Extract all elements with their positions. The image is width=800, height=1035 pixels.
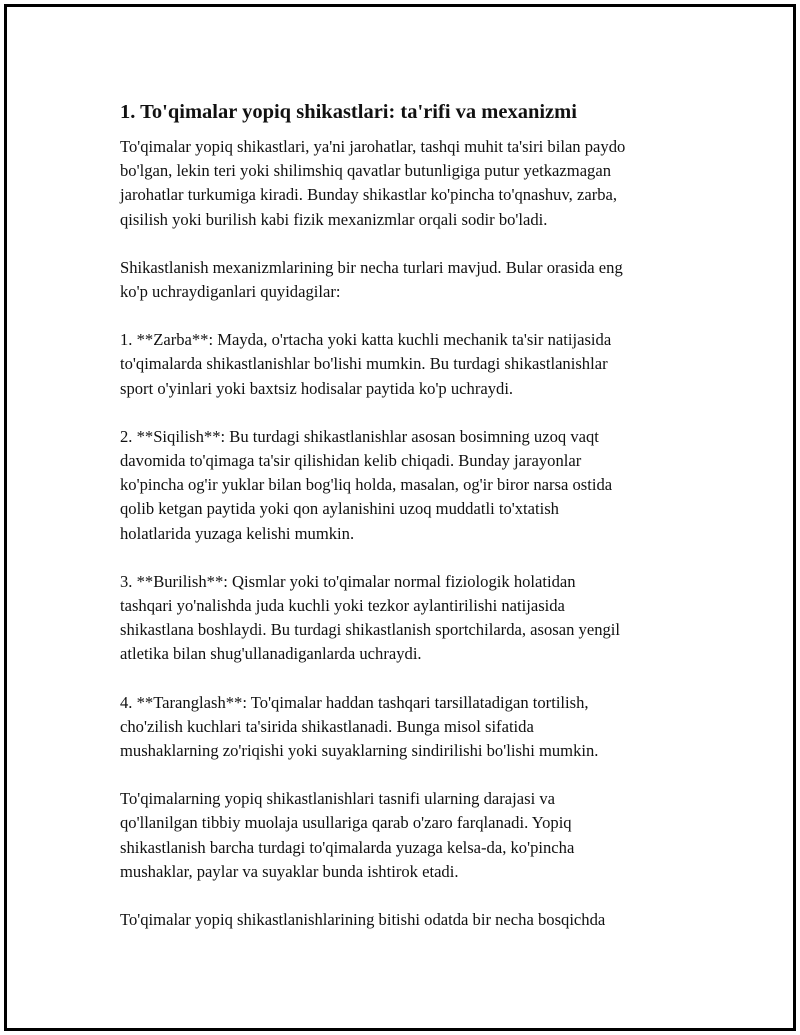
text-line: davomida to'qimaga ta'sir qilishidan kelib chiqadi. Bunday jarayonlar	[120, 451, 582, 471]
text-line: 1. **Zarba**: Mayda, o'rtacha yoki katta kuchli mechanik ta'sir natijasida	[120, 330, 612, 350]
list-paragraph-siqilish	[120, 425, 700, 546]
text-line: qisilish yoki burilish kabi fizik mexanizmlar orqali sodir bo'ladi.	[120, 209, 548, 229]
paragraph	[120, 135, 700, 232]
text-line: tashqari yo'nalishda juda kuchli yoki tezkor aylantirilishi natijasida	[120, 596, 565, 616]
text-line: mushaklar, paylar va suyaklar bunda ishtirok etadi.	[120, 861, 459, 881]
paragraph	[120, 256, 700, 304]
text-line: To'qimalarning yopiq shikastlanishlari tasnifi ularning darajasi va	[120, 789, 556, 809]
text-line: Shikastlanish mexanizmlarining bir necha turlari mavjud. Bular orasida eng	[120, 257, 623, 277]
page-frame	[4, 4, 796, 1031]
text-line: 3. **Burilish**: Qismlar yoki to'qimalar normal fiziologik holatidan	[120, 571, 576, 591]
text-line: qolib ketgan paytida yoki qon aylanishini uzoq muddatli to'xtatish	[120, 499, 559, 519]
text-line: sport o'yinlari yoki baxtsiz hodisalar paytida ko'p uchraydi.	[120, 378, 514, 398]
paragraph	[120, 908, 700, 932]
text-line: atletika bilan shug'ullanadiganlarda uchraydi.	[120, 644, 422, 664]
text-line: 2. **Siqilish**: Bu turdagi shikastlanishlar asosan bosimning uzoq vaqt	[120, 426, 599, 446]
section-heading: 1. To'qimalar yopiq shikastlari: ta'rifi va mexanizmi	[120, 101, 577, 123]
list-paragraph-burilish	[120, 570, 700, 667]
text-line: shikastlana boshlaydi. Bu turdagi shikastlanish sportchilarda, asosan yengil	[120, 620, 621, 640]
text-line: ko'p uchraydiganlari quyidagilar:	[120, 282, 341, 302]
text-line: To'qimalar yopiq shikastlari, ya'ni jarohatlar, tashqi muhit ta'siri bilan paydo	[120, 137, 626, 156]
text-line: ko'pincha og'ir yuklar bilan bog'liq holda, masalan, og'ir biror narsa ostida	[120, 475, 613, 495]
paragraph	[120, 787, 700, 884]
text-line: jarohatlar turkumiga kiradi. Bunday shikastlar ko'pincha to'qnashuv, zarba,	[120, 185, 618, 205]
list-paragraph-taranglash	[120, 691, 700, 764]
text-line: qo'llanilgan tibbiy muolaja usullariga qarab o'zaro farqlanadi. Yopiq	[120, 813, 572, 833]
list-paragraph-zarba	[120, 328, 700, 401]
text-line: to'qimalarda shikastlanishlar bo'lishi mumkin. Bu turdagi shikastlanishlar	[120, 354, 608, 374]
text-line: To'qimalar yopiq shikastlanishlarining bitishi odatda bir necha bosqichda	[120, 910, 606, 930]
text-line: shikastlanish barcha turdagi to'qimalarda yuzaga kelsa-da, ko'pincha	[120, 837, 575, 857]
document-body	[120, 99, 700, 956]
text-line: bo'lgan, lekin teri yoki shilimshiq qavatlar butunligiga putur yetkazmagan	[120, 161, 612, 181]
text-line: 4. **Taranglash**: To'qimalar haddan tashqari tarsillatadigan tortilish,	[120, 692, 589, 712]
text-line: holatlarida yuzaga kelishi mumkin.	[120, 523, 355, 543]
text-line: mushaklarning zo'riqishi yoki suyaklarning sindirilishi bo'lishi mumkin.	[120, 741, 599, 761]
text-line: cho'zilish kuchlari ta'sirida shikastlanadi. Bunga misol sifatida	[120, 716, 534, 736]
